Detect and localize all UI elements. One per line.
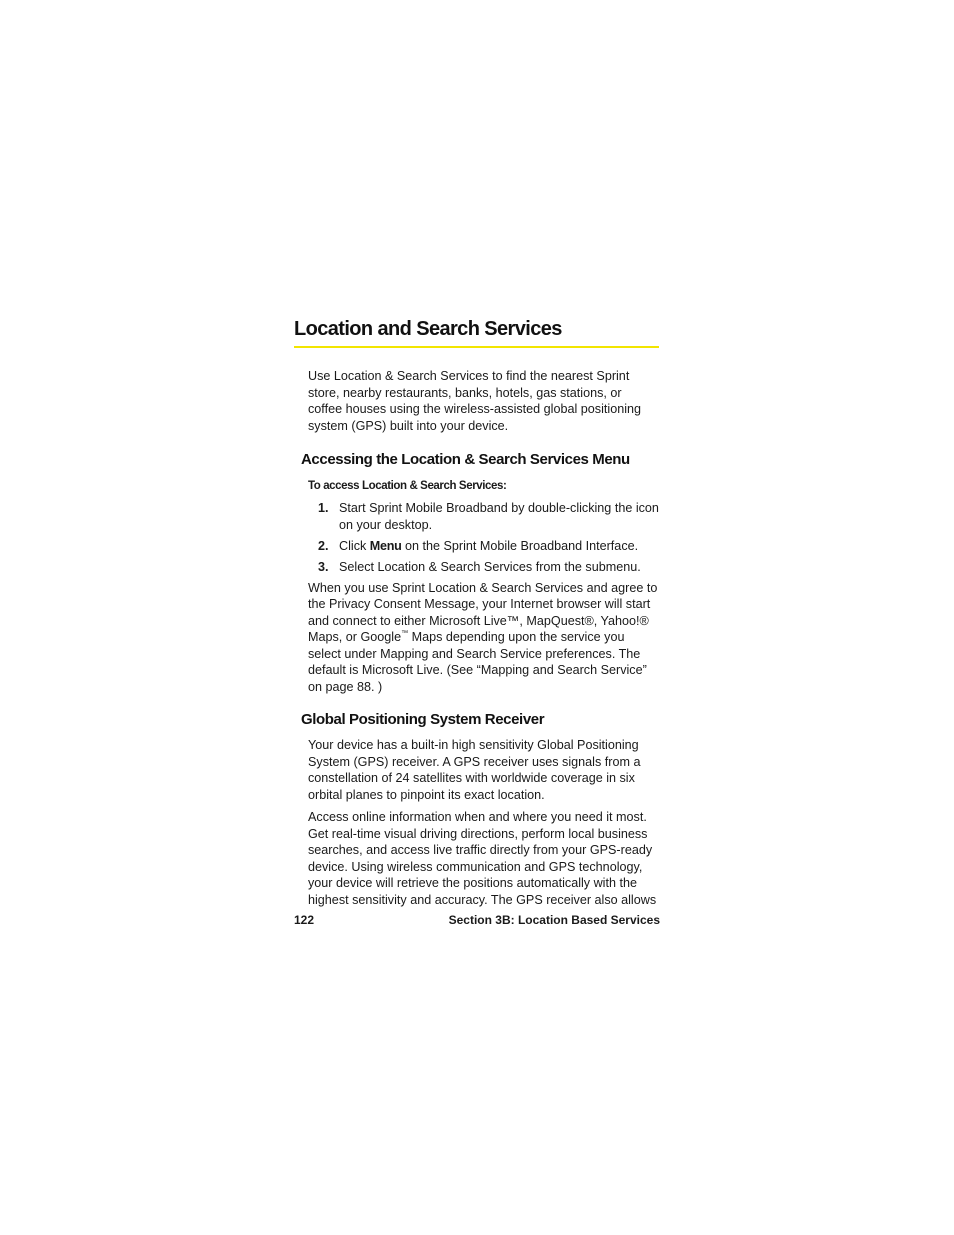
step-text: Start Sprint Mobile Broadband by double-clicking the icon on your desktop. (339, 501, 659, 532)
page-title: Location and Search Services (294, 318, 562, 340)
gps-paragraph: Access online information when and where you need it most. Get real-time visual driving directions, perform local business searches, and access live traffic directly from your GPS-ready device. Using wireless communication and GPS technology, your device will retrieve the positions automatically with the highest sensitivity and accuracy. The GPS receiver also allows (308, 810, 657, 907)
browser-info-paragraph (308, 580, 659, 696)
trademark-mark: ™ (401, 630, 409, 637)
procedure-label: To access Location & Search Services: (308, 480, 507, 492)
step-number: 2. (318, 538, 329, 553)
title-underline (294, 346, 659, 348)
step-text (339, 538, 659, 555)
list-item (308, 538, 659, 555)
steps-list (308, 500, 659, 575)
gps-section-body (308, 737, 659, 908)
gps-paragraph: Your device has a built-in high sensitivity Global Positioning System (GPS) receiver. A GPS receiver uses signals from a constellation of 24 satellites with worldwide coverage in six orbital planes to pinpoint its exact location. (308, 738, 641, 802)
section-heading-menu: Accessing the Location & Search Services Menu (301, 451, 630, 468)
page-content (294, 316, 660, 908)
step-number: 3. (318, 559, 329, 574)
section-heading-gps: Global Positioning System Receiver (301, 711, 545, 728)
step-text-post: on the Sprint Mobile Broadband Interface. (401, 538, 639, 553)
menu-section-body (308, 478, 659, 695)
step-text: Select Location & Search Services from the submenu. (339, 559, 641, 574)
menu-term: Menu (369, 538, 402, 553)
intro-block (308, 368, 659, 434)
list-item (308, 500, 659, 533)
browser-info-part2: Maps depending upon the service you select under Mapping and Search Service preferences. The default is Microsoft Live. (See “Mapping and Search Service” on page 88. ) (308, 630, 647, 694)
step-text-pre: Click (339, 538, 370, 553)
page-number: 122 (294, 913, 315, 927)
step-number: 1. (318, 501, 329, 515)
page-footer (294, 912, 660, 928)
list-item (308, 559, 659, 576)
intro-paragraph: Use Location & Search Services to find the nearest Sprint store, nearby restaurants, banks, hotels, gas stations, or coffee houses using the wireless-assisted global positioning system (GPS) built into your device. (308, 369, 642, 433)
browser-info-part1: When you use Sprint Location & Search Services and agree to the Privacy Consent Message, your Internet browser will start and connect to either Microsoft Live™, MapQuest®, Yahoo!® Maps, or Google (308, 580, 658, 644)
section-label: Section 3B: Location Based Services (448, 913, 660, 927)
